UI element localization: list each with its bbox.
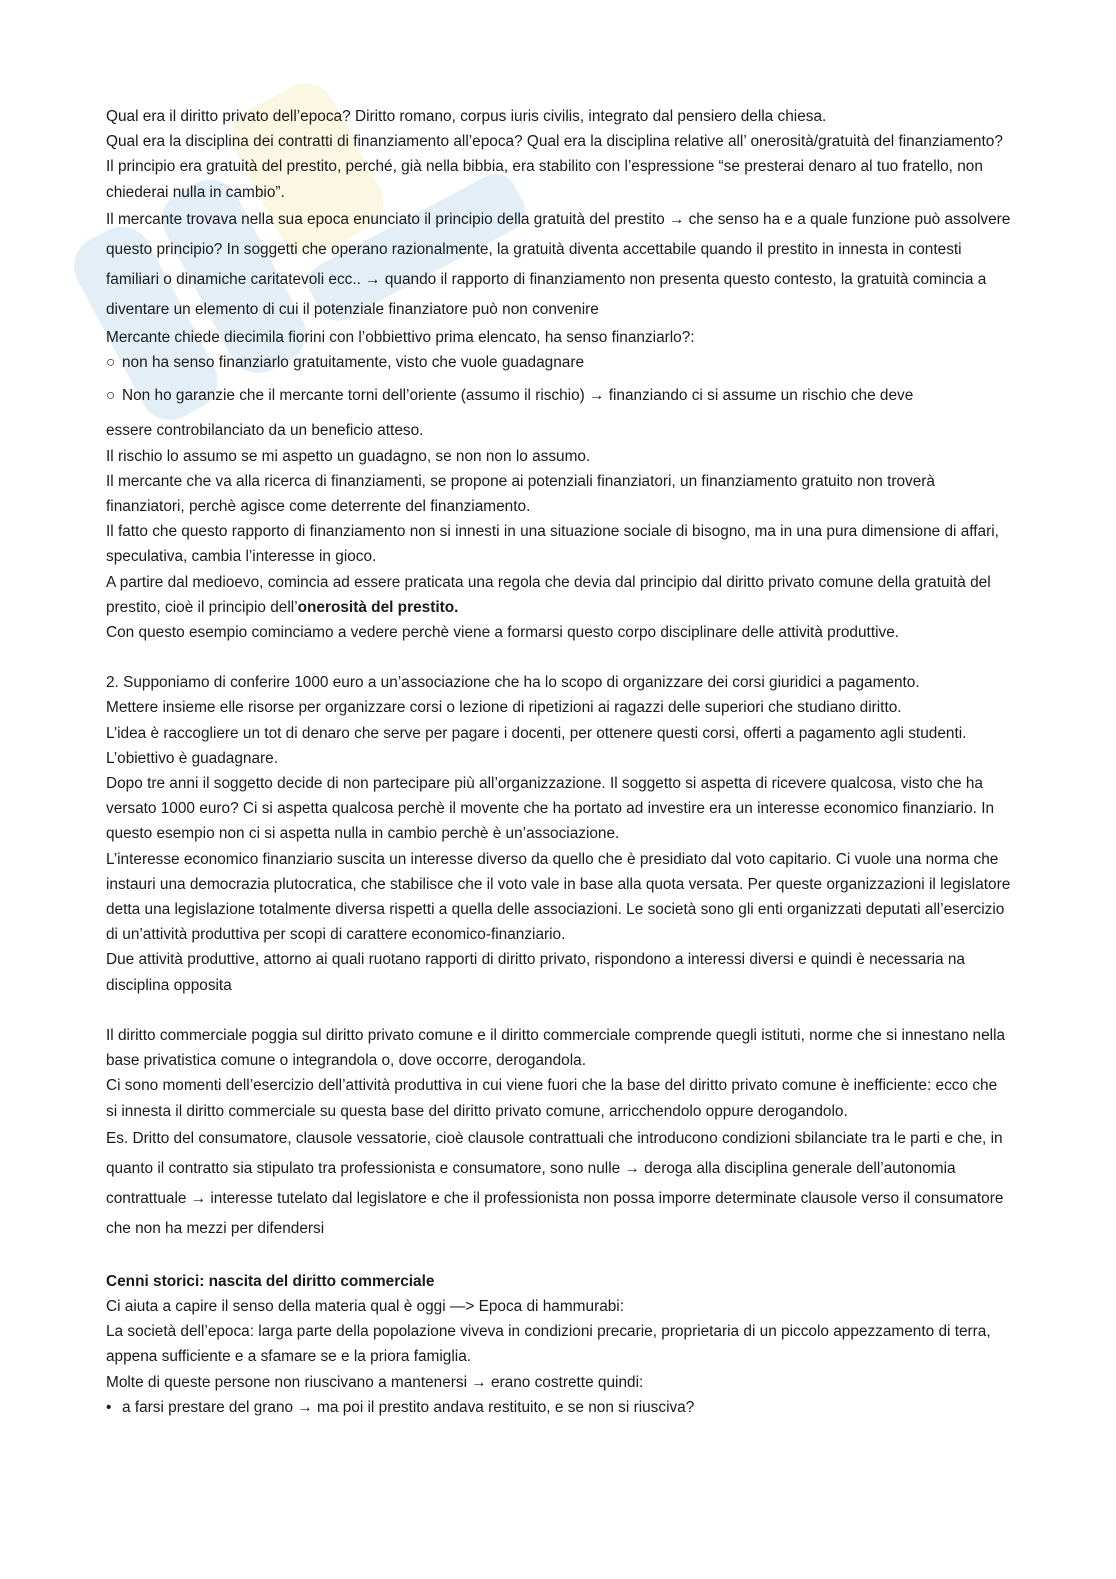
circle-bullet-icon: ○ — [106, 387, 116, 405]
paragraph: Ci sono momenti dell’esercizio dell’attività produttiva in cui viene fuori che la base del diritto privato comune è inefficiente: ecco che si innesta il diritto commerciale su questa base del diritto privato comune, arricchendolo oppure derogandolo. — [106, 1077, 998, 1120]
paragraph: Qual era la disciplina dei contratti di finanziamento all’epoca? Qual era la disciplina relative all’ onerosità/gratuità del finanziamento? Il principio era gratuità del prestito, perché, già nella bibbia, era stabilito con l’espressione “se presterai denaro al tuo fratello, non chiederai nulla in cambio”. — [106, 133, 1003, 201]
paragraph: Dopo tre anni il soggetto decide di non partecipare più all’organizzazione. Il soggetto si aspetta di ricevere qualcosa, visto che ha versato 1000 euro? Ci si aspetta qualcosa perchè il movente che ha portato ad investire era un interesse economico finanziario. In questo esempio non ci si aspetta nulla in cambio perchè è un’associazione. — [106, 775, 995, 843]
circle-bullet-icon: ○ — [106, 354, 116, 372]
paragraph: Es. Dritto del consumatore, clausole vessatorie, cioè clausole contrattuali che introducono condizioni sbilanciate tra le parti e che, in quanto il contratto sia stipulato tra professionista e consumatore, sono nulle → deroga alla disciplina generale dell’autonomia contrattuale → interesse tutelato dal legislatore e che il professionista non possa imporre determinate clausole verso il consumatore che non ha mezzi per difendersi — [106, 1129, 1004, 1237]
paragraph: Mettere insieme elle risorse per organizzare corsi o lezione di ripetizioni ai ragazzi delle superiori che studiano diritto. — [106, 699, 902, 717]
paragraph: Il mercante che va alla ricerca di finanziamenti, se propone ai potenziali finanziatori, un finanziamento gratuito non troverà finanziatori, perchè agisce come deterrente del finanziamento. — [106, 472, 935, 516]
paragraph: 2. Supponiamo di conferire 1000 euro a un’associazione che ha lo scopo di organizzare dei corsi giuridici a pagamento. — [106, 674, 920, 692]
paragraph: Qual era il diritto privato dell’epoca? Diritto romano, corpus iuris civilis, integrato dal pensiero della chiesa. — [106, 108, 827, 125]
paragraph: Ci aiuta a capire il senso della materia qual è oggi —> Epoca di hammurabi: — [106, 1297, 625, 1315]
paragraph: La società dell’epoca: larga parte della popolazione viveva in condizioni precarie, proprietaria di un piccolo appezzamento di terra, appena sufficiente e a sfamare se e la priora famiglia. — [106, 1323, 991, 1366]
paragraph: L’interesse economico finanziario suscita un interesse diverso da quello che è presidiato dal voto capitario. Ci vuole una norma che instauri una democrazia plutocratica, che stabilisce che il voto vale in base alla quota versata. Per queste organizzazioni il legislatore detta una legislazione totalmente diversa rispetti a quella delle associazioni. Le società sono gli enti organizzati deputati all’esercizio di un’attività produttiva per scopi di carattere economico-finanziario. — [106, 850, 1011, 944]
paragraph: Il fatto che questo rapporto di finanziamento non si innesti in una situazione sociale di bisogno, ma in una pura dimensione di affari, speculativa, cambia l’interesse in gioco. — [106, 523, 999, 566]
paragraph: Mercante chiede diecimila fiorini con l’obbiettivo prima elencato, ha senso finanziarlo?: — [106, 328, 695, 346]
paragraph-text: A partire dal medioevo, comincia ad essere praticata una regola che devia dal principio dal diritto privato comune della gratuità del prestito, cioè il principio dell’ — [106, 573, 991, 616]
bold-term: onerosità del prestito. — [297, 598, 459, 616]
document-body — [106, 104, 1011, 1420]
dot-bullet-icon: • — [106, 1398, 112, 1416]
paragraph: L’idea è raccogliere un tot di denaro che serve per pagare i docenti, per ottenere questi corsi, offerti a pagamento agli studenti. L’obiettivo è guadagnare. — [106, 724, 967, 767]
paragraph: Il mercante trovava nella sua epoca enunciato il principio della gratuità del prestito → che senso ha e a quale funzione può assolvere questo principio? In soggetti che operano razionalmente, la gratuità diventa accettabile quando il prestito in innesta in contesti familiari o dinamiche caritatevoli ecc.. → quando il rapporto di finanziamento non presenta questo contesto, la gratuità comincia a diventare un elemento di cui il potenziale finanziatore può non convenire — [106, 210, 1011, 318]
paragraph: Con questo esempio cominciamo a vedere perchè viene a formarsi questo corpo disciplinare delle attività produttive. — [106, 624, 900, 642]
paragraph: essere controbilanciato da un beneficio atteso. — [106, 422, 424, 440]
section-heading: Cenni storici: nascita del diritto commerciale — [106, 1272, 435, 1290]
list-item-text: a farsi prestare del grano → ma poi il prestito andava restituito, e se non si riusciva? — [122, 1398, 695, 1416]
list-item-text: Non ho garanzie che il mercante torni dell’oriente (assumo il rischio) → finanziando ci si assume un rischio che deve — [122, 387, 914, 405]
paragraph: Il diritto commerciale poggia sul diritto privato comune e il diritto commerciale comprende quegli istituti, norme che si innestano nella base privatistica comune o integrandola o, dove occorre, derogandola. — [106, 1026, 1006, 1070]
paragraph: Il rischio lo assumo se mi aspetto un guadagno, se non non lo assumo. — [106, 447, 591, 465]
paragraph: Molte di queste persone non riuscivano a mantenersi → erano costrette quindi: — [106, 1373, 644, 1391]
paragraph: Due attività produttive, attorno ai quali ruotano rapporti di diritto privato, rispondono a interessi diversi e quindi è necessaria na disciplina opposita — [106, 951, 965, 994]
list-item-text: non ha senso finanziarlo gratuitamente, visto che vuole guadagnare — [122, 354, 585, 372]
list-item — [106, 383, 1011, 408]
list-item — [106, 350, 1011, 375]
list-item — [106, 1395, 1011, 1420]
paragraph — [106, 570, 1011, 620]
